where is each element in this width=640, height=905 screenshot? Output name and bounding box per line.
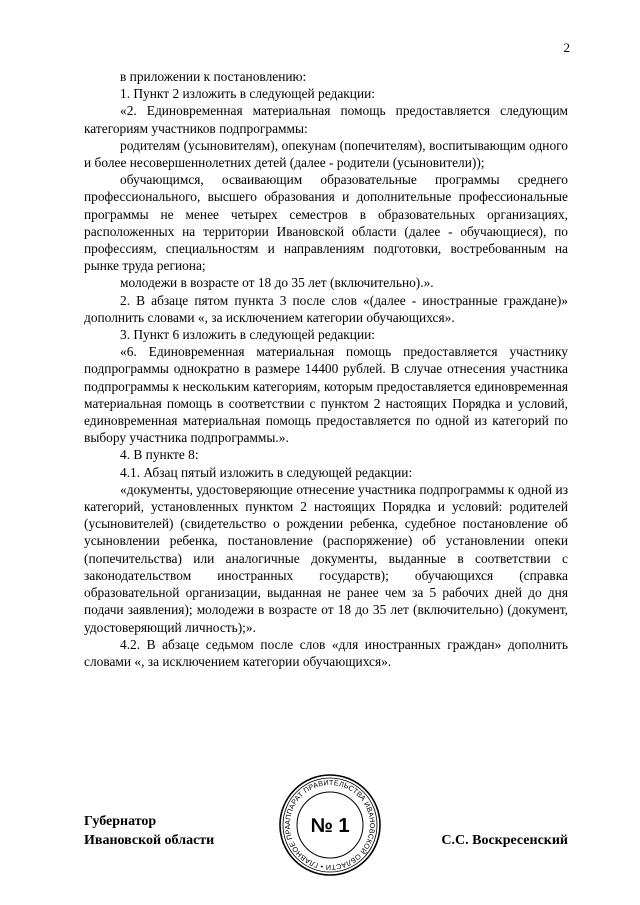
paragraph: молодежи в возрасте от 18 до 35 лет (включительно).». <box>120 275 434 291</box>
paragraph: обучающимся, осваивающим образовательные программы среднего профессионального, высшего образования и дополнительные профессиональные программы не менее четырех семестров в образовательных организациях, расположенных на территории Ивановской области (далее - обучающиеся), по профессиям, специальностям и направлениям подготовки, востребованным на рынке труда региона; <box>84 172 568 274</box>
page-number: 2 <box>563 40 570 55</box>
signer-name: С.С. Воскресенский <box>441 833 568 848</box>
paragraph: в приложении к постановлению: <box>120 69 307 84</box>
paragraph: «6. Единовременная материальная помощь предоставляется участнику подпрограммы однократно в размере 14400 рублей. В случае отнесения участника подпрограммы к нескольким категориям, которым предоставляется единовременная материальная помощь в соответствии с пунктом 2 настоящих Порядка и условий, единовременная материальная помощь предоставляется по одной из категорий по выбору участника подпрограммы.». <box>84 344 568 446</box>
paragraph: 1. Пункт 2 изложить в следующей редакции: <box>120 86 376 102</box>
paragraph: 3. Пункт 6 изложить в следующей редакции: <box>120 327 376 343</box>
paragraph: 4.2. В абзаце седьмом после слов «для иностранных граждан» дополнить словами «, за исключением категории обучающихся». <box>84 636 568 669</box>
paragraph: 4. В пункте 8: <box>120 447 199 463</box>
seal-number: № 1 <box>310 815 350 837</box>
signer-title-line1: Губернатор <box>84 814 157 829</box>
document-body <box>84 68 568 670</box>
signer-title <box>84 812 214 850</box>
paragraph: 2. В абзаце пятом пункта 3 после слов «(далее - иностранные граждане)» дополнить словами «, за исключением категории обучающихся». <box>84 292 568 325</box>
signer-title-line2: Ивановской области <box>84 833 215 848</box>
paragraph: «2. Единовременная материальная помощь предоставляется следующим категориям участников подпрограммы: <box>84 103 568 136</box>
seal-icon <box>278 773 382 877</box>
official-seal <box>278 773 382 877</box>
paragraph: «документы, удостоверяющие отнесение участника подпрограммы к одной из категорий, установленных пунктом 2 настоящих Порядка и условий: родителей (усыновителей) (свидетельство о рождении ребенка, судебное постановление об усыновлении ребенка, постановление (распоряжение) об установлении опеки (попечительства) или аналогичные документы, выданные в соответствии с законодательством иностранных государств); обучающихся (справка образовательной организации, выданная не ранее чем за 5 рабочих дней до дня подачи заявления); молодежи в возрасте от 18 до 35 лет (включительно) (документ, удостоверяющий личность);». <box>84 481 568 635</box>
paragraph: 4.1. Абзац пятый изложить в следующей редакции: <box>120 464 413 480</box>
seal-ring-text: АППАРАТ ПРАВИТЕЛЬСТВА ИВАНОВСКОЙ ОБЛАСТИ • ГЛАВНОЕ ПРА <box>282 777 378 873</box>
paragraph: родителям (усыновителям), опекунам (попечителям), воспитывающим одного и более несовершеннолетних детей (далее - родители (усыновители)); <box>84 137 568 171</box>
